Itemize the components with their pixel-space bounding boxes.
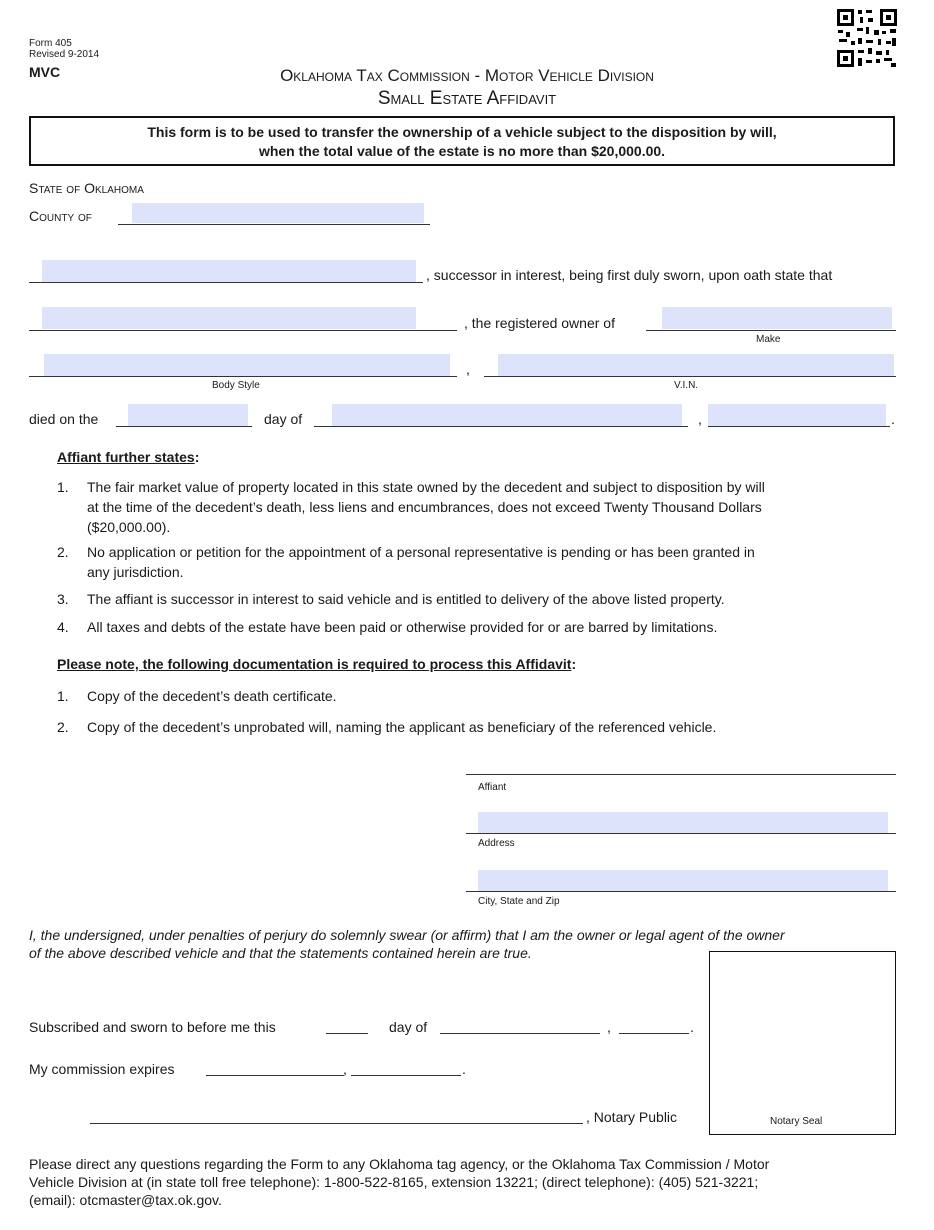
make-label: Make [756,334,781,345]
died-year-underline [708,426,890,427]
affiant-item-1-line-2: at the time of the decedent’s death, less liens and encumbrances, does not exceed Twenty Thousand Dollars [87,499,762,515]
address-input[interactable] [478,812,888,833]
affiant-item-2-line-2: any jurisdiction. [87,564,184,580]
affiant-item-2 [57,542,897,584]
subscribed-label: Subscribed and sworn to before me this [29,1019,276,1035]
documentation-heading-text: Please note, the following documentation is required to process this Affidavit [57,656,572,672]
notice-box [29,116,895,166]
qr-code-icon [836,8,898,68]
footer-line-2: Vehicle Division at (in state toll free telephone): 1-800-522-8165, extension 13221; (direct telephone): (405) 521-3221; [29,1174,759,1190]
affiant-states-heading-text: Affiant further states [57,449,195,465]
successor-text: , successor in interest, being first duly sworn, upon oath state that [426,267,833,283]
affiant-item-4 [57,617,897,639]
county-underline [118,224,430,225]
notary-seal-box [709,951,896,1135]
agency-name: Oklahoma Tax Commission - Motor Vehicle Division [280,66,654,85]
died-year-input[interactable] [708,404,886,426]
oath-line-1: I, the undersigned, under penalties of perjury do solemnly swear (or affirm) that I am the owner or legal agent of the owner [29,927,785,943]
affiant-item-3 [57,589,897,611]
documentation-heading [57,656,576,672]
doc-item-1-num: 1. [57,688,69,704]
notice-line-2: when the total value of the estate is no more than $20,000.00. [258,143,666,159]
county-label: County of [29,208,92,224]
body-style-label: Body Style [212,380,260,391]
affiant-item-2-line-1: No application or petition for the appointment of a personal representative is pending or has been granted in [87,544,755,560]
died-day-input[interactable] [128,404,248,426]
died-day-of-label: day of [264,411,303,427]
subscribed-day-line[interactable] [326,1033,368,1034]
commission-label: My commission expires [29,1061,175,1077]
documentation-colon: : [571,656,577,672]
city-underline [466,891,896,892]
affiant-item-1-num: 1. [57,479,69,495]
affiant-label: Affiant [478,782,507,793]
died-day-underline [116,426,252,427]
died-month-underline [314,426,688,427]
commission-comma: , [343,1061,347,1077]
make-underline [646,330,896,331]
vin-label: V.I.N. [674,380,699,391]
vin-input[interactable] [498,354,894,376]
affiant-item-1 [57,477,897,539]
affiant-signature-line [466,774,896,775]
city-state-zip-label: City, State and Zip [478,896,560,907]
subscribed-comma: , [607,1019,611,1035]
doc-item-2 [57,717,897,739]
died-on-label: died on the [29,411,99,427]
subscribed-day-of-label: day of [389,1019,428,1035]
body-style-input[interactable] [44,354,450,376]
vin-underline [484,376,896,377]
registered-owner-text: , the registered owner of [464,315,615,331]
decedent-name-input[interactable] [42,307,416,329]
died-period: . [891,411,895,427]
body-style-underline [29,376,457,377]
address-label: Address [478,838,515,849]
affiant-states-heading [57,449,199,465]
subscribed-period: . [690,1019,694,1035]
state-label: State of Oklahoma [29,180,144,196]
died-comma: , [698,411,702,427]
affiant-item-4-num: 4. [57,619,69,635]
county-input[interactable] [132,203,424,223]
page-title: Small Estate Affidavit [377,88,557,109]
division-code: MVC [29,64,61,80]
doc-item-1 [57,686,897,708]
make-input[interactable] [662,307,892,329]
body-vin-comma: , [466,361,470,377]
commission-period: . [462,1061,466,1077]
commission-date-line[interactable] [206,1075,344,1076]
notice-line-1: This form is to be used to transfer the ownership of a vehicle subject to the disposition by will, [147,124,777,140]
affiant-item-4-line-1: All taxes and debts of the estate have been paid or otherwise provided for or are barred by limitations. [87,619,718,635]
died-month-input[interactable] [332,404,682,426]
decedent-underline [29,330,457,331]
successor-name-input[interactable] [42,260,416,282]
doc-item-2-text: Copy of the decedent’s unprobated will, naming the applicant as beneficiary of the referenced vehicle. [87,719,717,735]
subscribed-month-line[interactable] [440,1033,600,1034]
affiant-states-colon: : [194,449,200,465]
affiant-item-3-num: 3. [57,591,69,607]
subscribed-year-line[interactable] [619,1033,689,1034]
notary-seal-label: Notary Seal [770,1116,823,1127]
notary-signature-line[interactable] [90,1123,583,1124]
affiant-item-3-line-1: The affiant is successor in interest to said vehicle and is entitled to delivery of the above listed property. [87,591,725,607]
footer-line-3: (email): otcmaster@tax.ok.gov. [29,1192,222,1208]
oath-line-2: of the above described vehicle and that the statements contained herein are true. [29,945,532,961]
footer-line-1: Please direct any questions regarding the Form to any Oklahoma tag agency, or the Oklahoma Tax Commission / Motor [29,1156,770,1172]
affiant-item-2-num: 2. [57,544,69,560]
form-number: Form 405 [29,38,72,49]
commission-year-line[interactable] [351,1075,461,1076]
successor-underline [29,282,423,283]
affiant-item-1-line-3: ($20,000.00). [87,519,171,535]
address-underline [466,833,896,834]
notary-public-label: , Notary Public [586,1109,678,1125]
affiant-item-1-line-1: The fair market value of property located in this state owned by the decedent and subject to disposition by will [87,479,765,495]
doc-item-2-num: 2. [57,719,69,735]
doc-item-1-text: Copy of the decedent’s death certificate. [87,688,337,704]
city-state-zip-input[interactable] [478,870,888,891]
revised-date: Revised 9-2014 [29,49,100,60]
